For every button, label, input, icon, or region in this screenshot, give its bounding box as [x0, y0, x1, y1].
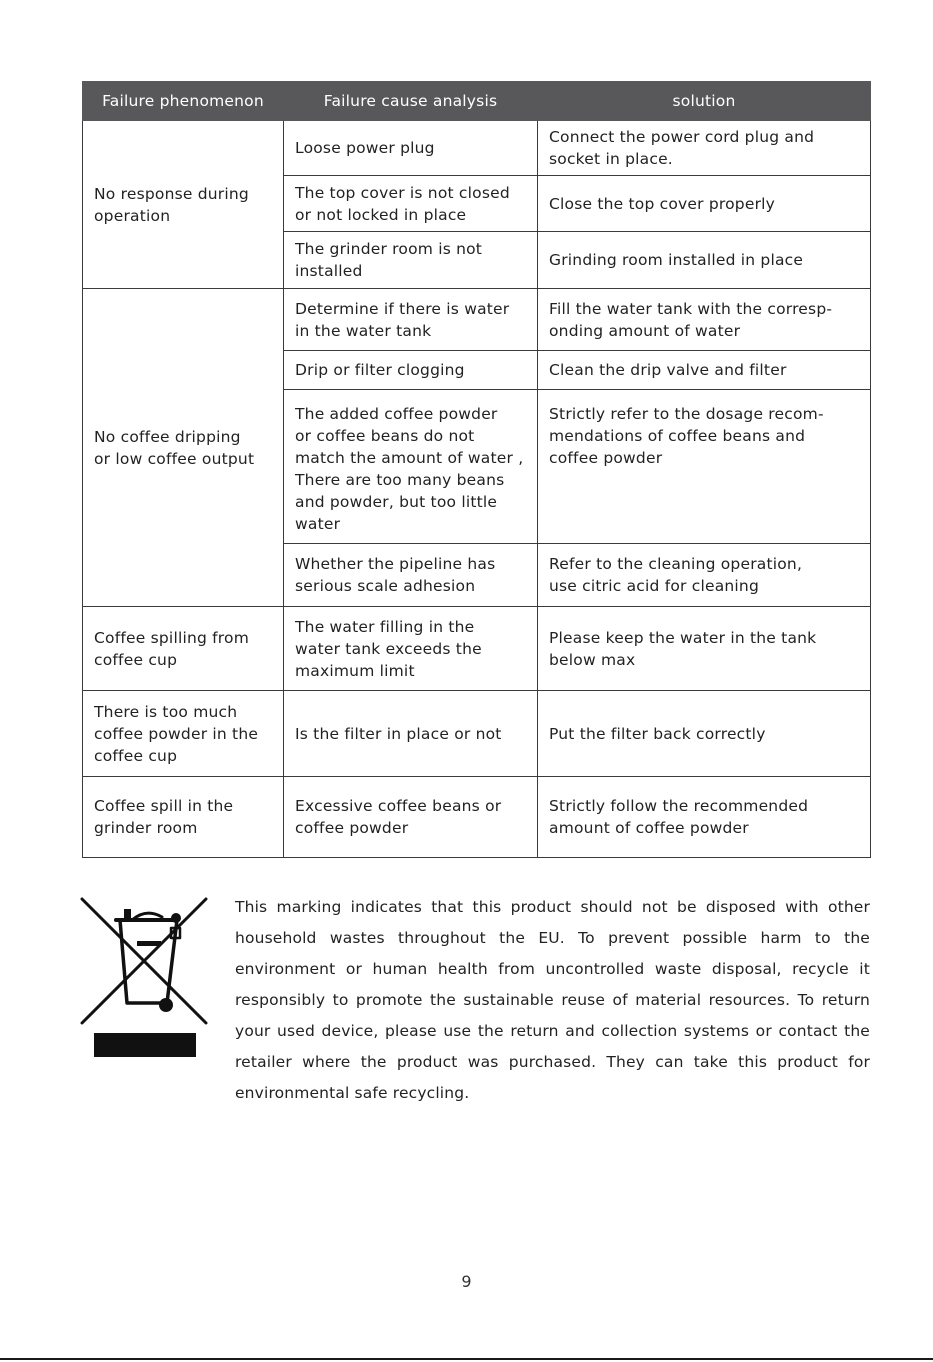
phenomenon-text: Coffee spilling from coffee cup: [94, 628, 250, 669]
cause-text: The water filling in the water tank exceeds the maximum limit: [295, 617, 482, 680]
cause-text: Excessive coffee beans or coffee powder: [295, 797, 502, 837]
cause-text: The added coffee powder or coffee beans do not match the amount of water , There are too many beans and powder, but too little water: [295, 405, 524, 533]
table-row: [83, 691, 871, 777]
solution-text: Clean the drip valve and filter: [549, 361, 787, 379]
solution-text: Strictly refer to the dosage recom- mendations of coffee beans and coffee powder: [549, 405, 824, 467]
cause-cell: [284, 607, 538, 691]
phenomenon-cell: [83, 289, 284, 607]
solution-cell: [538, 691, 871, 777]
solution-cell: [538, 544, 871, 607]
solution-text: Fill the water tank with the corresp- onding amount of water: [549, 299, 833, 340]
cause-cell: [284, 289, 538, 351]
solution-text: Close the top cover properly: [549, 194, 776, 213]
troubleshooting-table: [82, 81, 871, 858]
phenomenon-text: There is too much coffee powder in the coffee cup: [94, 702, 259, 765]
solution-cell: [538, 176, 871, 232]
cause-text: Drip or filter clogging: [295, 361, 465, 379]
cause-text: The grinder room is not installed: [295, 240, 483, 280]
solution-cell: [538, 351, 871, 390]
weee-disposal-notice: This marking indicates that this product should not be disposed with other household wastes throughout the EU. To prevent possible harm to the environment or human health from uncontrolled waste disposal, recycle it responsibly to promote the sustainable reuse of material resources. To return your used device, please use the return and collection systems or contact the retailer where the product was purchased. They can take this product for environmental safe recycling.: [235, 898, 870, 1102]
header-failure-phenomenon: Failure phenomenon: [83, 82, 284, 121]
bottom-divider: [0, 1358, 933, 1360]
solution-text: Put the filter back correctly: [549, 724, 766, 743]
table-row: [83, 777, 871, 858]
cause-text: Whether the pipeline has serious scale adhesion: [295, 555, 496, 595]
solution-text: Please keep the water in the tank below max: [549, 628, 817, 669]
cause-text: The top cover is not closed or not locked in place: [295, 183, 510, 224]
cause-text: Loose power plug: [295, 139, 435, 157]
solution-cell: [538, 232, 871, 289]
solution-cell: [538, 121, 871, 176]
cause-cell: [284, 544, 538, 607]
table-row: [83, 607, 871, 691]
solution-cell: [538, 289, 871, 351]
cause-text: Determine if there is water in the water tank: [295, 299, 510, 340]
solution-text: Strictly follow the recommended amount of coffee powder: [549, 797, 809, 837]
cause-cell: [284, 691, 538, 777]
table-header-row: [83, 82, 871, 121]
phenomenon-text: No response during operation: [94, 184, 249, 225]
solution-cell: [538, 390, 871, 544]
cause-cell: [284, 176, 538, 232]
solution-cell: [538, 777, 871, 858]
solution-text: Refer to the cleaning operation, use citric acid for cleaning: [549, 555, 803, 595]
table-row: [83, 289, 871, 351]
solution-text: Connect the power cord plug and socket in place.: [549, 128, 815, 168]
cause-cell: [284, 777, 538, 858]
table-row: [83, 121, 871, 176]
cause-text: Is the filter in place or not: [295, 724, 502, 743]
cause-cell: [284, 390, 538, 544]
phenomenon-cell: [83, 691, 284, 777]
phenomenon-cell: [83, 121, 284, 289]
solution-text: Grinding room installed in place: [549, 251, 804, 269]
header-solution: solution: [538, 82, 871, 121]
phenomenon-cell: [83, 607, 284, 691]
solution-cell: [538, 607, 871, 691]
cause-cell: [284, 121, 538, 176]
cause-cell: [284, 232, 538, 289]
page-number: 9: [461, 1272, 472, 1291]
phenomenon-text: Coffee spill in the grinder room: [94, 797, 234, 837]
cause-cell: [284, 351, 538, 390]
crossed-out-wheelie-bin-icon: [80, 897, 208, 1059]
phenomenon-text: No coffee dripping or low coffee output: [94, 427, 255, 468]
phenomenon-cell: [83, 777, 284, 858]
header-failure-cause: Failure cause analysis: [284, 82, 538, 121]
